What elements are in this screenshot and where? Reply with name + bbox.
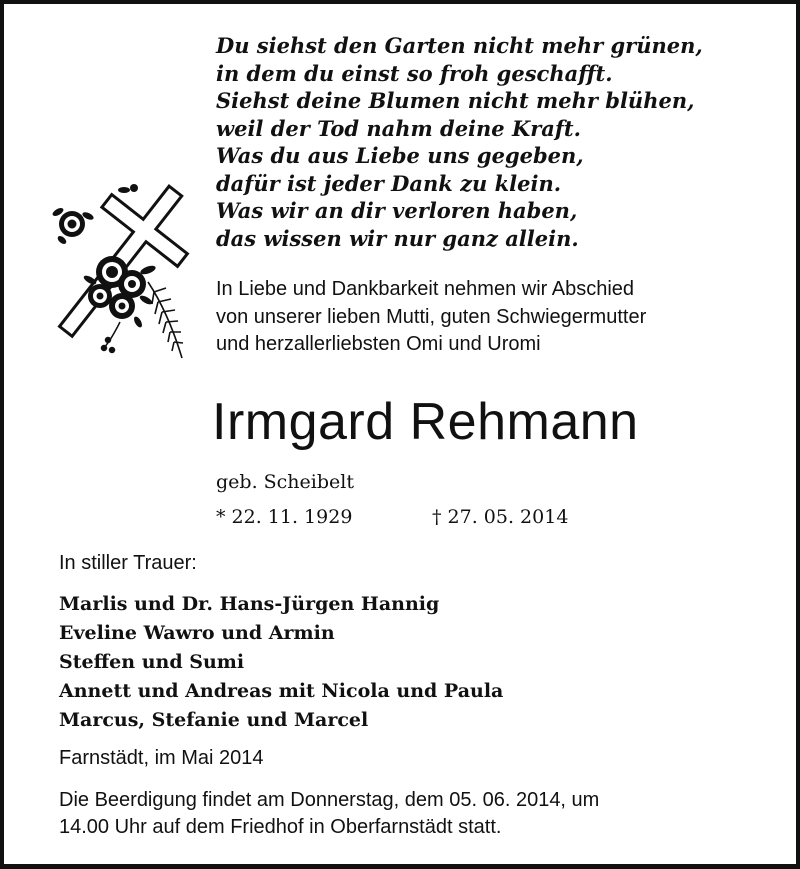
- funeral-line: 14.00 Uhr auf dem Friedhof in Oberfarnstädt statt.: [59, 816, 502, 838]
- deceased-name: Irmgard Rehmann: [212, 393, 639, 451]
- farewell-line: von unserer lieben Mutti, guten Schwiegermutter: [216, 305, 647, 328]
- mourner-entry: Marlis und Dr. Hans-Jürgen Hannig: [59, 593, 440, 615]
- life-dates: [216, 504, 568, 530]
- poem-line: in dem du einst so froh geschafft.: [216, 60, 613, 86]
- mourner-entry: Annett und Andreas mit Nicola und Paula: [59, 680, 504, 702]
- farewell-text: [216, 276, 646, 359]
- maiden-name: geb. Scheibelt: [216, 471, 354, 493]
- poem-line: Was du aus Liebe uns gegeben,: [216, 143, 584, 168]
- mourner-entry: Steffen und Sumi: [59, 651, 245, 673]
- mourning-label: In stiller Trauer:: [59, 552, 197, 574]
- poem-line: das wissen wir nur ganz allein.: [216, 225, 579, 251]
- funeral-notice: [59, 787, 779, 841]
- mourner-entry: Marcus, Stefanie und Marcel: [59, 709, 369, 731]
- funeral-line: Die Beerdigung findet am Donnerstag, dem 05. 06. 2014, um: [59, 789, 600, 811]
- death-date: † 27. 05. 2014: [432, 506, 569, 528]
- poem-line: Was wir an dir verloren haben,: [216, 198, 578, 223]
- farewell-line: In Liebe und Dankbarkeit nehmen wir Abschied: [216, 278, 635, 300]
- farewell-line: und herzallerliebsten Omi und Uromi: [216, 333, 541, 355]
- mourner-entry: Eveline Wawro und Armin: [59, 622, 335, 644]
- poem-line: dafür ist jeder Dank zu klein.: [216, 170, 562, 196]
- memorial-poem: [216, 32, 703, 252]
- birth-date: * 22. 11. 1929: [216, 506, 353, 528]
- poem-line: Du siehst den Garten nicht mehr grünen,: [216, 33, 703, 58]
- poem-line: weil der Tod nahm deine Kraft.: [216, 115, 581, 141]
- mourners-list: [59, 590, 503, 735]
- poem-line: Siehst deine Blumen nicht mehr blühen,: [216, 88, 695, 113]
- place-and-date: Farnstädt, im Mai 2014: [59, 747, 264, 769]
- cross-with-roses-icon: [50, 172, 190, 362]
